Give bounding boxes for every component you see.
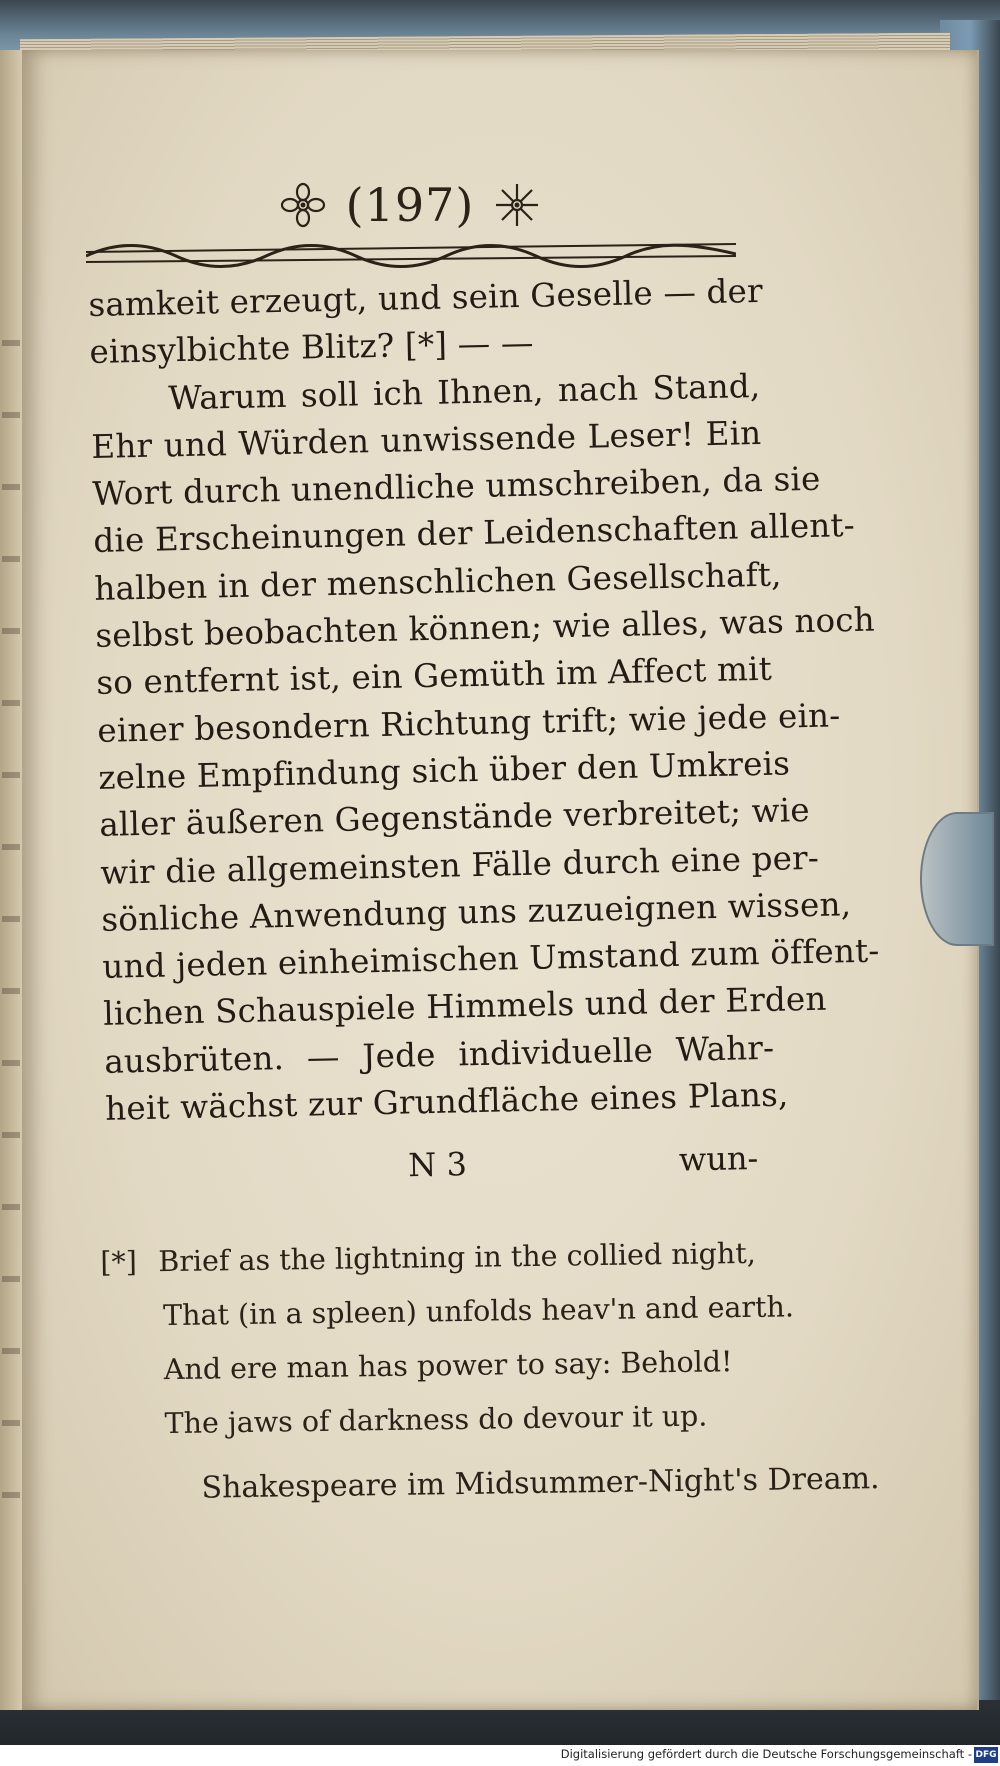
facing-page-print-marks	[2, 310, 20, 1510]
body-text	[88, 268, 880, 1133]
rosette-ornament-icon	[280, 182, 326, 228]
footnote-line: That (in a spleen) unfolds heav'n and earth.	[162, 1290, 795, 1333]
text-line: so entfernt ist, ein Gemüth im Affect mit	[96, 650, 773, 703]
footnote-text: Brief as the lightning in the collied night,	[158, 1236, 757, 1279]
digitization-credit: Digitalisierung gefördert durch die Deutsche Forschungsgemeinschaft -	[560, 1747, 972, 1761]
text-line: einsylbichte Blitz? [*] — —	[89, 323, 535, 372]
footnote-line	[100, 1227, 757, 1290]
text-line: ausbrüten. — Jede individuelle Wahr-	[103, 1028, 775, 1081]
text-line: zelne Empfindung sich über den Umkreis	[97, 744, 791, 797]
footnote-attribution: Shakespeare im Midsummer-Night's Dream.	[201, 1461, 880, 1506]
text-line: einer besondern Richtung trift; wie jede ein-	[96, 696, 841, 750]
facing-page-edge	[0, 50, 24, 1710]
text-line: Warum soll ich Ihnen, nach Stand,	[168, 366, 761, 417]
footnote-marker: [*]	[100, 1245, 138, 1279]
text-line: halben in der menschlichen Gesellschaft,	[94, 555, 782, 608]
text-line: sönliche Anwendung uns zuzueignen wissen,	[100, 885, 852, 939]
dfg-logo: DFG	[974, 1747, 998, 1763]
text-line: die Erscheinungen der Leidenschaften allent-	[93, 506, 856, 561]
footnote-line: The jaws of darkness do devour it up.	[164, 1399, 708, 1441]
page-header	[240, 170, 580, 240]
bookmark-tab	[920, 812, 994, 946]
text-line: Ehr und Würden unwissende Leser! Ein	[91, 413, 762, 466]
page-number: (197)	[345, 178, 475, 232]
text-line: und jeden einheimischen Umstand zum öffent-	[101, 931, 880, 987]
text-line: aller äußeren Gegenstände verbreitet; wie	[98, 791, 811, 845]
text-line: lichen Schauspiele Himmels und der Erden	[102, 980, 827, 1034]
text-line: samkeit erzeugt, und sein Geselle — der	[88, 271, 764, 324]
header-rule-ornament	[86, 232, 736, 272]
footnote-line: And ere man has power to say: Behold!	[163, 1345, 733, 1387]
footnote	[100, 1227, 880, 1518]
text-line: selbst beobachten können; wie alles, was noch	[95, 600, 876, 655]
catchword: wun-	[678, 1138, 759, 1179]
text-line: Wort durch unendliche umschreiben, da sie	[92, 459, 821, 514]
rosette-ornament-icon	[494, 182, 540, 228]
text-line: heit wächst zur Grundfläche eines Plans,	[104, 1075, 789, 1128]
digitization-credit-bar	[0, 1745, 1000, 1766]
text-line: wir die allgemeinsten Fälle durch eine per-	[99, 838, 820, 892]
signature-mark: N 3	[407, 1145, 468, 1185]
